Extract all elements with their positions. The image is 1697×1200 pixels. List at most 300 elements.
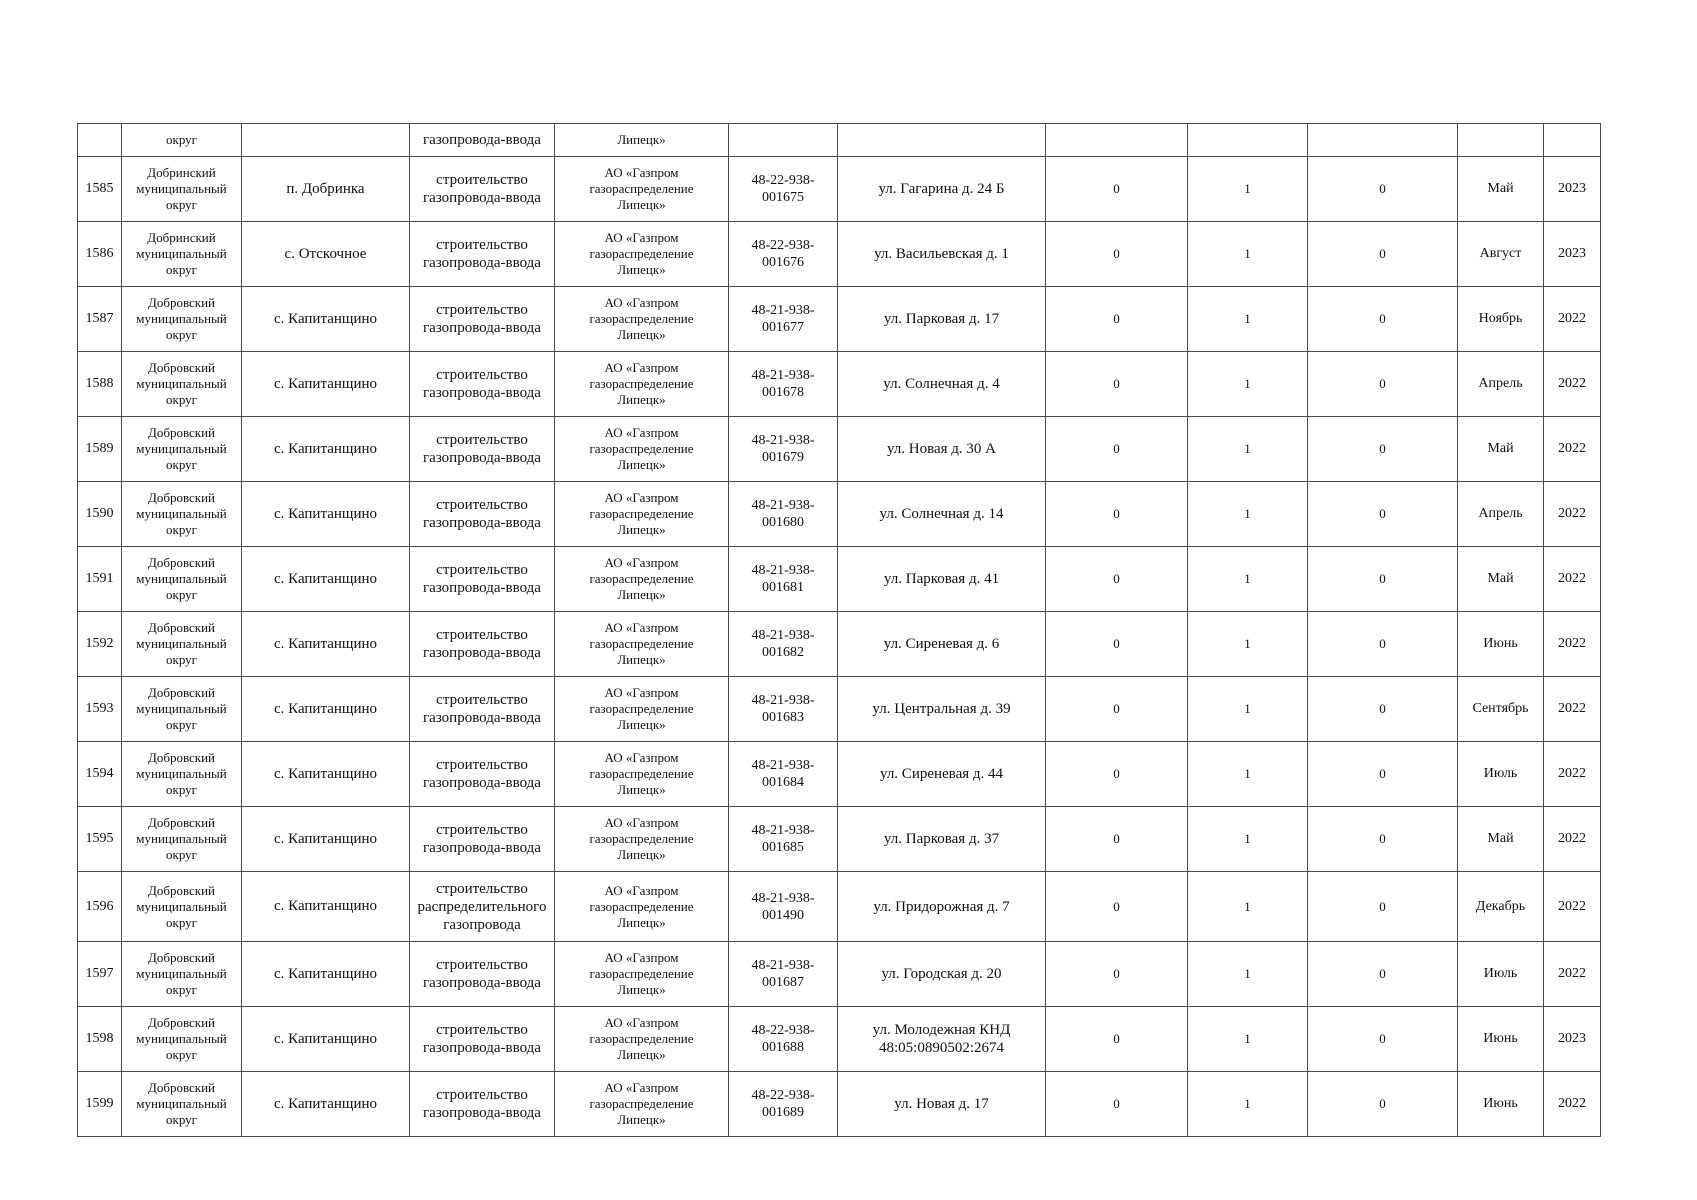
value-cell-3: 0 <box>1308 807 1458 872</box>
code-line: 001675 <box>762 190 804 205</box>
object-code-cell <box>729 482 838 547</box>
district-line: Добровский <box>147 295 216 310</box>
work-type-cell <box>410 287 555 352</box>
code-line: 48-21-938- <box>751 563 815 578</box>
district-line: муниципальный <box>136 898 227 914</box>
work-line: строительство <box>436 822 528 838</box>
district-line: округ <box>166 197 197 212</box>
district-line: округ <box>166 652 197 667</box>
org-line: Липецк» <box>617 262 666 277</box>
org-line: АО «Газпром <box>604 425 679 440</box>
value-cell-1: 0 <box>1046 742 1188 807</box>
district-line: Добровский <box>147 555 216 570</box>
value-cell-3: 0 <box>1308 417 1458 482</box>
work-type-cell <box>410 547 555 612</box>
organization-cell <box>555 872 729 942</box>
code-line: 001689 <box>762 1105 804 1120</box>
district-cell <box>122 222 242 287</box>
value-cell-1: 0 <box>1046 157 1188 222</box>
row-number: 1594 <box>78 742 122 807</box>
district-cell <box>122 1072 242 1137</box>
district-line: муниципальный <box>136 506 227 521</box>
address-line: ул. Молодежная КНД <box>872 1022 1011 1038</box>
work-line: газопровода <box>443 916 521 933</box>
row-number: 1585 <box>78 157 122 222</box>
district-line: муниципальный <box>136 831 227 846</box>
row-number: 1597 <box>78 942 122 1007</box>
address-cell <box>838 287 1046 352</box>
month-cell: Май <box>1458 157 1544 222</box>
table-row <box>78 352 1601 417</box>
district-cell <box>122 1007 242 1072</box>
value-cell-3: 0 <box>1308 1072 1458 1137</box>
organization-cell <box>555 222 729 287</box>
code-line: 48-22-938- <box>751 1088 815 1103</box>
org-line: АО «Газпром <box>604 882 679 898</box>
code-line: 48-21-938- <box>751 823 815 838</box>
district-line: округ <box>166 327 197 342</box>
work-line: строительство <box>436 880 528 897</box>
district-line: муниципальный <box>136 1031 227 1046</box>
organization-cell <box>555 352 729 417</box>
month-cell: Июнь <box>1458 1007 1544 1072</box>
district-line: муниципальный <box>136 376 227 391</box>
address-cell <box>838 547 1046 612</box>
district-line: округ <box>166 1112 197 1127</box>
year-cell: 2022 <box>1544 742 1601 807</box>
table-row <box>78 222 1601 287</box>
year-cell: 2022 <box>1544 807 1601 872</box>
object-code-cell <box>729 612 838 677</box>
value-cell-3: 0 <box>1308 677 1458 742</box>
row-number: 1599 <box>78 1072 122 1137</box>
organization-cell <box>555 287 729 352</box>
district-line: Добровский <box>147 685 216 700</box>
year-cell: 2022 <box>1544 942 1601 1007</box>
work-type-cell <box>410 1007 555 1072</box>
district-line: муниципальный <box>136 966 227 981</box>
org-line: АО «Газпром <box>604 1080 679 1095</box>
month-cell: Июль <box>1458 942 1544 1007</box>
table-row <box>78 742 1601 807</box>
code-line: 001490 <box>762 907 804 923</box>
table-row <box>78 677 1601 742</box>
district-line: муниципальный <box>136 766 227 781</box>
org-line: Липецк» <box>617 652 666 667</box>
row-number: 1598 <box>78 1007 122 1072</box>
year-cell: 2022 <box>1544 417 1601 482</box>
district-cell <box>122 287 242 352</box>
address-cell <box>838 1072 1046 1137</box>
settlement-cell: с. Капитанщино <box>242 677 410 742</box>
value-cell-1: 0 <box>1046 677 1188 742</box>
settlement-cell: с. Капитанщино <box>242 417 410 482</box>
organization-cell <box>555 1007 729 1072</box>
organization-cell <box>555 677 729 742</box>
month-cell: Апрель <box>1458 352 1544 417</box>
district-line: Добровский <box>147 620 216 635</box>
settlement-cell: с. Капитанщино <box>242 872 410 942</box>
district-line: муниципальный <box>136 246 227 261</box>
work-type-cell <box>410 1072 555 1137</box>
work-line: газопровода-ввода <box>423 775 541 791</box>
value-cell-1: 0 <box>1046 222 1188 287</box>
object-code-cell <box>729 872 838 942</box>
object-code-cell <box>729 742 838 807</box>
value-cell-1 <box>1046 124 1188 157</box>
district-line: Добровский <box>147 950 216 965</box>
organization-cell <box>555 1072 729 1137</box>
row-number: 1592 <box>78 612 122 677</box>
district-cell <box>122 482 242 547</box>
work-line: газопровода-ввода <box>423 385 541 401</box>
value-cell-3: 0 <box>1308 547 1458 612</box>
value-cell-2: 1 <box>1188 287 1308 352</box>
year-cell: 2022 <box>1544 482 1601 547</box>
organization-cell <box>555 742 729 807</box>
address-cell <box>838 417 1046 482</box>
settlement-cell: с. Капитанщино <box>242 807 410 872</box>
object-code-cell <box>729 1072 838 1137</box>
row-number <box>78 124 122 157</box>
district-cell <box>122 942 242 1007</box>
code-line: 001681 <box>762 580 804 595</box>
org-line: Липецк» <box>617 782 666 797</box>
code-line: 001678 <box>762 385 804 400</box>
org-line: газораспределение <box>589 441 694 456</box>
year-cell: 2023 <box>1544 157 1601 222</box>
org-line: АО «Газпром <box>604 555 679 570</box>
work-line: строительство <box>436 692 528 708</box>
work-line: строительство <box>436 1087 528 1103</box>
year-cell: 2022 <box>1544 547 1601 612</box>
org-line: газораспределение <box>589 181 694 196</box>
code-line: 48-22-938- <box>751 173 815 188</box>
org-line: Липецк» <box>617 982 666 997</box>
district-cell <box>122 807 242 872</box>
row-number: 1591 <box>78 547 122 612</box>
value-cell-2: 1 <box>1188 807 1308 872</box>
address-line: ул. Парковая д. 17 <box>883 311 1000 327</box>
organization-cell <box>555 482 729 547</box>
district-line: муниципальный <box>136 441 227 456</box>
work-line: газопровода-ввода <box>423 320 541 336</box>
district-line: Добровский <box>147 750 216 765</box>
district-line: Добровский <box>147 425 216 440</box>
address-line: ул. Солнечная д. 4 <box>883 376 1000 392</box>
district-line: Добровский <box>147 1015 216 1030</box>
district-line: округ <box>166 392 197 407</box>
work-type-cell <box>410 417 555 482</box>
district-line: муниципальный <box>136 181 227 196</box>
address-line: ул. Солнечная д. 14 <box>879 506 1004 522</box>
value-cell-1: 0 <box>1046 547 1188 612</box>
org-line: Липецк» <box>617 587 666 602</box>
value-cell-3: 0 <box>1308 157 1458 222</box>
work-line: строительство <box>436 432 528 448</box>
work-line: строительство <box>436 1022 528 1038</box>
settlement-cell: с. Капитанщино <box>242 287 410 352</box>
object-code-cell <box>729 352 838 417</box>
year-cell: 2022 <box>1544 612 1601 677</box>
org-line: АО «Газпром <box>604 360 679 375</box>
address-line: ул. Новая д. 30 А <box>886 441 997 457</box>
table-row <box>78 612 1601 677</box>
value-cell-2: 1 <box>1188 547 1308 612</box>
value-cell-2: 1 <box>1188 872 1308 942</box>
district-line: муниципальный <box>136 571 227 586</box>
org-line: АО «Газпром <box>604 165 679 180</box>
address-cell <box>838 742 1046 807</box>
work-type-cell <box>410 352 555 417</box>
value-cell-1: 0 <box>1046 942 1188 1007</box>
work-line: газопровода-ввода <box>423 645 541 661</box>
value-cell-3: 0 <box>1308 1007 1458 1072</box>
object-code-cell <box>729 222 838 287</box>
district-cell <box>122 157 242 222</box>
value-cell-1: 0 <box>1046 287 1188 352</box>
work-line: газопровода-ввода <box>423 975 541 991</box>
org-line: АО «Газпром <box>604 295 679 310</box>
value-cell-1: 0 <box>1046 352 1188 417</box>
address-line: ул. Центральная д. 39 <box>872 701 1011 717</box>
work-line: распределительного <box>417 898 547 915</box>
district-cell <box>122 612 242 677</box>
year-cell <box>1544 124 1601 157</box>
object-code-cell <box>729 124 838 157</box>
org-line: Липецк» <box>617 392 666 407</box>
table-row <box>78 942 1601 1007</box>
address-cell <box>838 612 1046 677</box>
month-cell: Июль <box>1458 742 1544 807</box>
year-cell: 2023 <box>1544 222 1601 287</box>
code-line: 48-21-938- <box>751 958 815 973</box>
work-type-cell <box>410 872 555 942</box>
value-cell-2: 1 <box>1188 612 1308 677</box>
work-line: газопровода-ввода <box>423 515 541 531</box>
org-line: АО «Газпром <box>604 620 679 635</box>
settlement-cell: п. Добринка <box>242 157 410 222</box>
work-type-cell <box>410 677 555 742</box>
work-line: газопровода-ввода <box>423 1040 541 1056</box>
settlement-cell: с. Капитанщино <box>242 742 410 807</box>
table-row <box>78 807 1601 872</box>
work-type-cell <box>410 157 555 222</box>
code-line: 48-22-938- <box>751 238 815 253</box>
work-line: строительство <box>436 302 528 318</box>
address-line: ул. Гагарина д. 24 Б <box>878 181 1005 197</box>
district-cell <box>122 352 242 417</box>
value-cell-3: 0 <box>1308 612 1458 677</box>
code-line: 48-21-938- <box>751 498 815 513</box>
work-type-cell <box>410 942 555 1007</box>
year-cell: 2022 <box>1544 352 1601 417</box>
table-row <box>78 872 1601 942</box>
year-cell: 2022 <box>1544 872 1601 942</box>
work-type-cell: газопровода-ввода <box>410 124 555 157</box>
district-line: муниципальный <box>136 311 227 326</box>
table-row <box>78 157 1601 222</box>
value-cell-3: 0 <box>1308 352 1458 417</box>
value-cell-1: 0 <box>1046 482 1188 547</box>
work-type-cell <box>410 222 555 287</box>
org-line: газораспределение <box>589 506 694 521</box>
org-line: газораспределение <box>589 701 694 716</box>
district-line: Добринский <box>147 165 216 180</box>
address-line: ул. Придорожная д. 7 <box>873 898 1010 915</box>
code-line: 48-21-938- <box>751 628 815 643</box>
object-code-cell <box>729 157 838 222</box>
work-type-cell <box>410 742 555 807</box>
row-number: 1596 <box>78 872 122 942</box>
district-cell: округ <box>122 124 242 157</box>
address-cell <box>838 942 1046 1007</box>
settlement-cell: с. Капитанщино <box>242 482 410 547</box>
month-cell <box>1458 124 1544 157</box>
year-cell: 2023 <box>1544 1007 1601 1072</box>
month-cell: Май <box>1458 807 1544 872</box>
code-line: 48-21-938- <box>751 368 815 383</box>
work-line: строительство <box>436 237 528 253</box>
object-code-cell <box>729 417 838 482</box>
value-cell-3: 0 <box>1308 482 1458 547</box>
settlement-cell: с. Капитанщино <box>242 942 410 1007</box>
district-line: Добринский <box>147 230 216 245</box>
work-line: газопровода-ввода <box>423 580 541 596</box>
month-cell: Май <box>1458 417 1544 482</box>
org-line: Липецк» <box>617 327 666 342</box>
work-line: строительство <box>436 172 528 188</box>
row-number: 1593 <box>78 677 122 742</box>
address-cell <box>838 482 1046 547</box>
org-line: АО «Газпром <box>604 230 679 245</box>
address-line: ул. Новая д. 17 <box>894 1096 989 1112</box>
address-line: 48:05:0890502:2674 <box>878 1040 1004 1056</box>
month-cell: Апрель <box>1458 482 1544 547</box>
org-line: Липецк» <box>617 197 666 212</box>
org-line: АО «Газпром <box>604 950 679 965</box>
address-cell <box>838 124 1046 157</box>
work-line: газопровода-ввода <box>423 1105 541 1121</box>
work-line: газопровода-ввода <box>423 840 541 856</box>
row-number: 1595 <box>78 807 122 872</box>
code-line: 48-21-938- <box>751 890 815 906</box>
address-line: ул. Сиреневая д. 6 <box>883 636 1000 652</box>
value-cell-1: 0 <box>1046 872 1188 942</box>
org-line: Липецк» <box>617 1047 666 1062</box>
address-cell <box>838 1007 1046 1072</box>
org-line: газораспределение <box>589 966 694 981</box>
table-row-partial <box>78 124 1601 157</box>
code-line: 001683 <box>762 710 804 725</box>
district-line: Добровский <box>147 815 216 830</box>
org-line: газораспределение <box>589 766 694 781</box>
value-cell-3: 0 <box>1308 942 1458 1007</box>
code-line: 001688 <box>762 1040 804 1055</box>
org-line: газораспределение <box>589 1031 694 1046</box>
code-line: 001684 <box>762 775 804 790</box>
value-cell-3: 0 <box>1308 222 1458 287</box>
value-cell-1: 0 <box>1046 1072 1188 1137</box>
address-cell <box>838 807 1046 872</box>
org-line: газораспределение <box>589 571 694 586</box>
district-line: Добровский <box>147 360 216 375</box>
district-line: Добровский <box>147 490 216 505</box>
district-line: муниципальный <box>136 701 227 716</box>
org-line: газораспределение <box>589 246 694 261</box>
district-line: округ <box>166 782 197 797</box>
settlement-cell: с. Капитанщино <box>242 1072 410 1137</box>
object-code-cell <box>729 547 838 612</box>
district-line: округ <box>166 457 197 472</box>
work-line: газопровода-ввода <box>423 255 541 271</box>
work-line: газопровода-ввода <box>423 190 541 206</box>
district-cell <box>122 872 242 942</box>
organization-cell: Липецк» <box>555 124 729 157</box>
settlement-cell: с. Капитанщино <box>242 612 410 677</box>
table-row <box>78 482 1601 547</box>
value-cell-1: 0 <box>1046 1007 1188 1072</box>
work-type-cell <box>410 612 555 677</box>
month-cell: Декабрь <box>1458 872 1544 942</box>
organization-cell <box>555 942 729 1007</box>
value-cell-2: 1 <box>1188 1072 1308 1137</box>
code-line: 001682 <box>762 645 804 660</box>
month-cell: Июнь <box>1458 612 1544 677</box>
organization-cell <box>555 417 729 482</box>
work-line: строительство <box>436 367 528 383</box>
organization-cell <box>555 807 729 872</box>
code-line: 001685 <box>762 840 804 855</box>
year-cell: 2022 <box>1544 287 1601 352</box>
org-line: АО «Газпром <box>604 815 679 830</box>
month-cell: Сентябрь <box>1458 677 1544 742</box>
year-cell: 2022 <box>1544 677 1601 742</box>
settlement-cell: с. Капитанщино <box>242 547 410 612</box>
address-cell <box>838 157 1046 222</box>
organization-cell <box>555 157 729 222</box>
row-number: 1587 <box>78 287 122 352</box>
value-cell-1: 0 <box>1046 807 1188 872</box>
district-line: округ <box>166 1047 197 1062</box>
district-line: округ <box>166 717 197 732</box>
code-line: 48-21-938- <box>751 758 815 773</box>
value-cell-2 <box>1188 124 1308 157</box>
district-cell <box>122 742 242 807</box>
value-cell-1: 0 <box>1046 417 1188 482</box>
org-line: газораспределение <box>589 1096 694 1111</box>
address-cell <box>838 677 1046 742</box>
code-line: 001680 <box>762 515 804 530</box>
table-body <box>78 124 1601 1137</box>
settlement-cell: с. Капитанщино <box>242 352 410 417</box>
value-cell-2: 1 <box>1188 1007 1308 1072</box>
organization-cell <box>555 547 729 612</box>
code-line: 48-21-938- <box>751 433 815 448</box>
district-line: муниципальный <box>136 636 227 651</box>
month-cell: Ноябрь <box>1458 287 1544 352</box>
year-cell: 2022 <box>1544 1072 1601 1137</box>
org-line: АО «Газпром <box>604 490 679 505</box>
org-line: АО «Газпром <box>604 1015 679 1030</box>
gasification-table <box>77 123 1601 1137</box>
row-number: 1590 <box>78 482 122 547</box>
org-line: АО «Газпром <box>604 750 679 765</box>
settlement-cell <box>242 124 410 157</box>
org-line: АО «Газпром <box>604 685 679 700</box>
address-cell <box>838 872 1046 942</box>
value-cell-2: 1 <box>1188 222 1308 287</box>
